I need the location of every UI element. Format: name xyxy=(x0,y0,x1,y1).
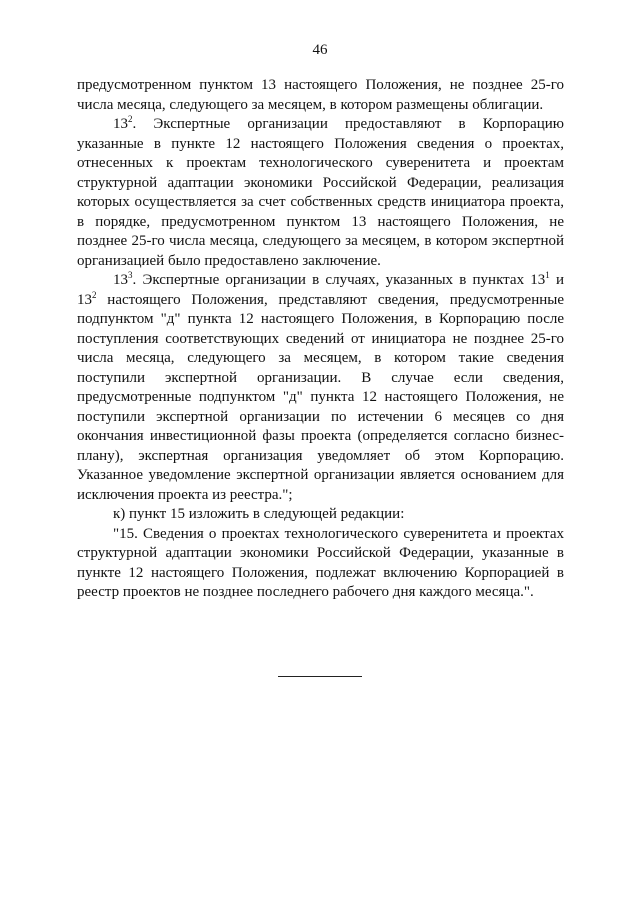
page-number: 46 xyxy=(312,42,328,58)
clause-number: 13 xyxy=(113,272,128,288)
paragraph-15-new: "15. Сведения о проектах технологического суверенитета и проектах структурной адаптации экономики Российской Федерации, указанные в пункте 12 настоящего Положения, подлежат включению Корпорацией в реестр проектов не позднее последнего рабочего дня каждого месяца.". xyxy=(77,525,564,600)
clause-number: 13 xyxy=(113,116,128,132)
paragraph-13-3 xyxy=(77,271,564,505)
clause-text: . Экспертные организации предоставляют в Корпорацию указанные в пункте 12 настоящего Положения сведения о проектах, отнесенных к проектам технологического суверенитета и проектам структурной адаптации экономики Российской Федерации, реализация которых осуществляется за счет собственных средств инициатора проекта, в порядке, предусмотренном пунктом 13 настоящего Положения, не позднее 25-го числа месяца, следующего за месяцем, в котором экспертной организацией было предоставлено заключение. xyxy=(77,116,564,269)
paragraph-amendment-k: к) пункт 15 изложить в следующей редакции: xyxy=(113,506,405,522)
clause-text: и 13 xyxy=(77,272,564,308)
reference-superscript: 1 xyxy=(545,270,550,280)
paragraph-continuation: предусмотренном пунктом 13 настоящего Положения, не позднее 25-го числа месяца, следующего за месяцем, в котором размещены облигации. xyxy=(77,77,564,113)
clause-superscript: 2 xyxy=(128,114,133,124)
paragraph-13-2 xyxy=(77,115,564,271)
clause-text: настоящего Положения, представляют сведения, предусмотренные подпунктом "д" пункта 12 настоящего Положения, в Корпорацию после поступления соответствующих сведений от инициатора не позднее 25-го числа месяца, следующего за месяцем, в котором такие сведения поступили экспертной организации. В случае если сведения, предусмотренные подпунктом "д" пункта 12 настоящего Положения, не поступили экспертной организации по истечении 6 месяцев со дня окончания инвестиционной фазы проекта (определяется согласно бизнес-плану), экспертная организация уведомляет об этом Корпорацию. Указанное уведомление экспертной организации является основанием для исключения проекта из реестра."; xyxy=(77,291,564,503)
document-body xyxy=(77,76,564,603)
reference-superscript: 2 xyxy=(92,289,97,300)
separator-line xyxy=(278,676,362,677)
clause-text: . Экспертные организации в случаях, указанных в пунктах 13 xyxy=(132,272,546,288)
clause-superscript: 3 xyxy=(128,270,133,280)
